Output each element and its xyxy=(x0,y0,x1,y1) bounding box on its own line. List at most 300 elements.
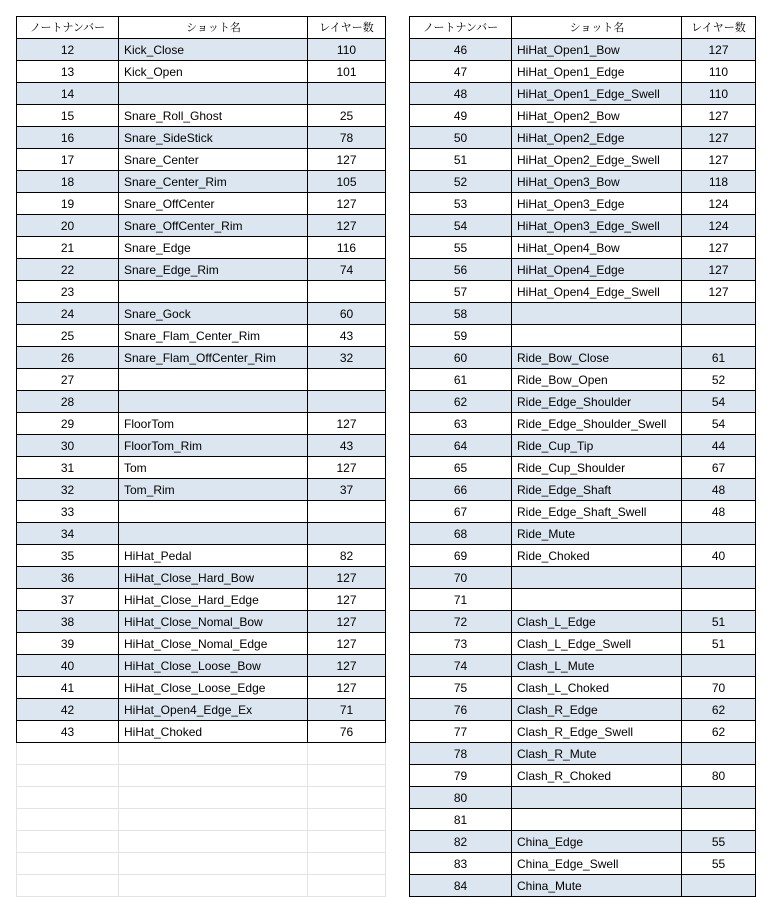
shot-name-cell: Clash_L_Edge xyxy=(512,611,682,633)
table-row xyxy=(17,567,386,589)
note-number-cell: 34 xyxy=(17,523,119,545)
note-number-cell: 50 xyxy=(410,127,512,149)
table-row xyxy=(410,633,756,655)
note-number-cell: 72 xyxy=(410,611,512,633)
note-number-cell: 35 xyxy=(17,545,119,567)
note-number-cell: 80 xyxy=(410,787,512,809)
layer-count-cell: 54 xyxy=(682,413,756,435)
note-number-cell: 39 xyxy=(17,633,119,655)
layer-count-cell: 52 xyxy=(682,369,756,391)
shot-name-cell: Snare_SideStick xyxy=(119,127,308,149)
table-row xyxy=(17,325,386,347)
layer-count-cell: 124 xyxy=(682,215,756,237)
empty-grid-row xyxy=(17,765,386,787)
empty-grid-cell xyxy=(308,875,386,897)
table-row xyxy=(410,435,756,457)
header-shot-name: ショット名 xyxy=(119,17,308,39)
table-row xyxy=(410,589,756,611)
note-number-cell: 60 xyxy=(410,347,512,369)
layer-count-cell xyxy=(308,281,386,303)
note-number-cell: 75 xyxy=(410,677,512,699)
shot-name-cell: China_Mute xyxy=(512,875,682,897)
table-row xyxy=(410,61,756,83)
table-row xyxy=(17,633,386,655)
layer-count-cell: 127 xyxy=(308,589,386,611)
shot-name-cell: Snare_Edge xyxy=(119,237,308,259)
layer-count-cell xyxy=(682,743,756,765)
table-row xyxy=(17,413,386,435)
empty-grid-cell xyxy=(119,853,308,875)
shot-name-cell xyxy=(119,83,308,105)
layer-count-cell: 67 xyxy=(682,457,756,479)
table-row xyxy=(410,83,756,105)
note-number-cell: 31 xyxy=(17,457,119,479)
shot-name-cell: Snare_Center_Rim xyxy=(119,171,308,193)
layer-count-cell: 127 xyxy=(308,413,386,435)
empty-grid-cell xyxy=(308,831,386,853)
shot-name-cell: Snare_OffCenter_Rim xyxy=(119,215,308,237)
note-number-cell: 40 xyxy=(17,655,119,677)
table-row xyxy=(410,787,756,809)
left-table-body xyxy=(17,17,386,897)
shot-name-cell xyxy=(119,523,308,545)
note-number-cell: 74 xyxy=(410,655,512,677)
table-row xyxy=(17,501,386,523)
note-number-cell: 81 xyxy=(410,809,512,831)
table-row xyxy=(410,171,756,193)
note-number-cell: 82 xyxy=(410,831,512,853)
layer-count-cell: 127 xyxy=(308,215,386,237)
layer-count-cell: 110 xyxy=(682,61,756,83)
layer-count-cell: 82 xyxy=(308,545,386,567)
note-number-cell: 17 xyxy=(17,149,119,171)
empty-grid-cell xyxy=(119,743,308,765)
shot-name-cell: HiHat_Close_Hard_Edge xyxy=(119,589,308,611)
table-row xyxy=(410,831,756,853)
table-row xyxy=(410,127,756,149)
layer-count-cell: 74 xyxy=(308,259,386,281)
table-row xyxy=(17,105,386,127)
table-row xyxy=(410,743,756,765)
note-number-cell: 68 xyxy=(410,523,512,545)
table-row xyxy=(410,611,756,633)
note-number-cell: 83 xyxy=(410,853,512,875)
table-row xyxy=(410,369,756,391)
layer-count-cell: 76 xyxy=(308,721,386,743)
note-number-cell: 64 xyxy=(410,435,512,457)
shot-name-cell: Snare_Flam_OffCenter_Rim xyxy=(119,347,308,369)
shot-name-cell: Clash_R_Edge_Swell xyxy=(512,721,682,743)
right-table-body xyxy=(410,17,756,897)
table-row xyxy=(410,215,756,237)
shot-name-cell: HiHat_Open3_Edge_Swell xyxy=(512,215,682,237)
empty-grid-row xyxy=(17,853,386,875)
note-number-cell: 41 xyxy=(17,677,119,699)
empty-grid-cell xyxy=(308,853,386,875)
shot-name-cell xyxy=(119,369,308,391)
layer-count-cell: 118 xyxy=(682,171,756,193)
note-number-cell: 13 xyxy=(17,61,119,83)
shot-name-cell: HiHat_Close_Nomal_Edge xyxy=(119,633,308,655)
table-row xyxy=(17,127,386,149)
empty-grid-cell xyxy=(308,787,386,809)
note-number-cell: 29 xyxy=(17,413,119,435)
note-number-cell: 56 xyxy=(410,259,512,281)
empty-grid-cell xyxy=(119,831,308,853)
shot-name-cell: Ride_Edge_Shoulder_Swell xyxy=(512,413,682,435)
layer-count-cell: 127 xyxy=(682,39,756,61)
shot-name-cell: HiHat_Open2_Edge xyxy=(512,127,682,149)
shot-name-cell: Clash_R_Choked xyxy=(512,765,682,787)
note-number-cell: 79 xyxy=(410,765,512,787)
shot-name-cell: HiHat_Close_Hard_Bow xyxy=(119,567,308,589)
shot-name-cell: Snare_Roll_Ghost xyxy=(119,105,308,127)
table-row xyxy=(17,61,386,83)
table-row xyxy=(17,303,386,325)
table-row xyxy=(410,875,756,897)
shot-name-cell: HiHat_Open3_Edge xyxy=(512,193,682,215)
note-number-cell: 62 xyxy=(410,391,512,413)
table-row xyxy=(17,457,386,479)
note-number-cell: 37 xyxy=(17,589,119,611)
note-number-cell: 76 xyxy=(410,699,512,721)
shot-name-cell: Kick_Close xyxy=(119,39,308,61)
layer-count-cell: 55 xyxy=(682,831,756,853)
note-number-cell: 20 xyxy=(17,215,119,237)
table-row xyxy=(17,545,386,567)
shot-name-cell: Snare_Gock xyxy=(119,303,308,325)
note-number-cell: 16 xyxy=(17,127,119,149)
table-row xyxy=(17,171,386,193)
layer-count-cell: 71 xyxy=(308,699,386,721)
layer-count-cell: 127 xyxy=(682,281,756,303)
layer-count-cell: 78 xyxy=(308,127,386,149)
empty-grid-cell xyxy=(17,809,119,831)
note-number-cell: 70 xyxy=(410,567,512,589)
shot-name-cell: Ride_Edge_Shaft xyxy=(512,479,682,501)
empty-grid-row xyxy=(17,831,386,853)
note-number-cell: 66 xyxy=(410,479,512,501)
layer-count-cell: 62 xyxy=(682,721,756,743)
layer-count-cell: 127 xyxy=(308,633,386,655)
note-number-cell: 49 xyxy=(410,105,512,127)
shot-name-cell: HiHat_Close_Loose_Bow xyxy=(119,655,308,677)
table-header-row xyxy=(17,17,386,39)
layer-count-cell: 48 xyxy=(682,479,756,501)
empty-grid-cell xyxy=(308,809,386,831)
layer-count-cell: 127 xyxy=(308,193,386,215)
layer-count-cell xyxy=(682,567,756,589)
empty-grid-cell xyxy=(119,787,308,809)
layer-count-cell: 48 xyxy=(682,501,756,523)
shot-name-cell xyxy=(119,391,308,413)
note-number-cell: 27 xyxy=(17,369,119,391)
shot-name-cell: HiHat_Open4_Edge xyxy=(512,259,682,281)
shot-name-cell: Ride_Bow_Open xyxy=(512,369,682,391)
empty-grid-row xyxy=(17,787,386,809)
table-row xyxy=(410,501,756,523)
layer-count-cell xyxy=(308,369,386,391)
table-row xyxy=(410,853,756,875)
note-number-cell: 63 xyxy=(410,413,512,435)
empty-grid-cell xyxy=(308,765,386,787)
table-row xyxy=(410,765,756,787)
table-row xyxy=(410,39,756,61)
note-number-cell: 77 xyxy=(410,721,512,743)
layer-count-cell: 127 xyxy=(682,127,756,149)
shot-name-cell: FloorTom xyxy=(119,413,308,435)
note-number-cell: 48 xyxy=(410,83,512,105)
table-row xyxy=(410,105,756,127)
note-number-cell: 78 xyxy=(410,743,512,765)
note-number-cell: 51 xyxy=(410,149,512,171)
note-number-cell: 55 xyxy=(410,237,512,259)
layer-count-cell xyxy=(682,325,756,347)
table-row xyxy=(410,413,756,435)
shot-name-cell xyxy=(512,787,682,809)
layer-count-cell: 43 xyxy=(308,435,386,457)
table-row xyxy=(17,193,386,215)
note-number-cell: 22 xyxy=(17,259,119,281)
shot-name-cell: Ride_Choked xyxy=(512,545,682,567)
header-shot-name: ショット名 xyxy=(512,17,682,39)
note-number-cell: 59 xyxy=(410,325,512,347)
shot-name-cell xyxy=(512,809,682,831)
layer-count-cell: 124 xyxy=(682,193,756,215)
layer-count-cell xyxy=(308,83,386,105)
shot-name-cell: FloorTom_Rim xyxy=(119,435,308,457)
table-row xyxy=(410,281,756,303)
empty-grid-cell xyxy=(17,743,119,765)
layer-count-cell xyxy=(308,391,386,413)
layer-count-cell: 101 xyxy=(308,61,386,83)
layer-count-cell: 54 xyxy=(682,391,756,413)
note-number-cell: 46 xyxy=(410,39,512,61)
shot-name-cell: HiHat_Open1_Edge_Swell xyxy=(512,83,682,105)
shot-name-cell: Ride_Edge_Shoulder xyxy=(512,391,682,413)
note-number-cell: 33 xyxy=(17,501,119,523)
shot-name-cell: Ride_Cup_Shoulder xyxy=(512,457,682,479)
table-row xyxy=(17,589,386,611)
note-number-cell: 57 xyxy=(410,281,512,303)
table-row xyxy=(17,259,386,281)
layer-count-cell: 37 xyxy=(308,479,386,501)
layer-count-cell: 51 xyxy=(682,633,756,655)
shot-name-cell: Clash_R_Mute xyxy=(512,743,682,765)
note-number-cell: 47 xyxy=(410,61,512,83)
note-number-cell: 42 xyxy=(17,699,119,721)
layer-count-cell: 61 xyxy=(682,347,756,369)
shot-name-cell: Ride_Cup_Tip xyxy=(512,435,682,457)
shot-name-cell: Snare_Flam_Center_Rim xyxy=(119,325,308,347)
table-row xyxy=(17,391,386,413)
layer-count-cell: 127 xyxy=(308,567,386,589)
note-number-cell: 25 xyxy=(17,325,119,347)
layer-count-cell: 70 xyxy=(682,677,756,699)
layer-count-cell: 60 xyxy=(308,303,386,325)
shot-name-cell xyxy=(512,567,682,589)
left-shot-table xyxy=(16,16,386,897)
table-row xyxy=(17,39,386,61)
shot-name-cell: Snare_OffCenter xyxy=(119,193,308,215)
note-number-cell: 54 xyxy=(410,215,512,237)
layer-count-cell: 127 xyxy=(308,655,386,677)
shot-name-cell xyxy=(512,303,682,325)
note-number-cell: 58 xyxy=(410,303,512,325)
shot-name-cell: HiHat_Open1_Edge xyxy=(512,61,682,83)
table-row xyxy=(410,237,756,259)
layer-count-cell: 105 xyxy=(308,171,386,193)
layer-count-cell xyxy=(682,809,756,831)
table-row xyxy=(410,567,756,589)
empty-grid-cell xyxy=(17,853,119,875)
header-note-number: ノートナンバー xyxy=(410,17,512,39)
note-number-cell: 69 xyxy=(410,545,512,567)
shot-name-cell: China_Edge xyxy=(512,831,682,853)
shot-name-cell: HiHat_Open4_Bow xyxy=(512,237,682,259)
table-row xyxy=(410,655,756,677)
shot-name-cell: HiHat_Open1_Bow xyxy=(512,39,682,61)
shot-name-cell xyxy=(512,589,682,611)
note-number-cell: 52 xyxy=(410,171,512,193)
layer-count-cell xyxy=(682,875,756,897)
layer-count-cell xyxy=(682,303,756,325)
layer-count-cell: 44 xyxy=(682,435,756,457)
layer-count-cell: 80 xyxy=(682,765,756,787)
layer-count-cell: 110 xyxy=(682,83,756,105)
table-row xyxy=(17,347,386,369)
note-number-cell: 15 xyxy=(17,105,119,127)
table-row xyxy=(410,259,756,281)
layer-count-cell: 127 xyxy=(682,105,756,127)
table-row xyxy=(410,391,756,413)
shot-name-cell xyxy=(512,325,682,347)
note-number-cell: 26 xyxy=(17,347,119,369)
shot-name-cell: Ride_Mute xyxy=(512,523,682,545)
shot-name-cell: Clash_L_Choked xyxy=(512,677,682,699)
layer-count-cell: 127 xyxy=(308,149,386,171)
shot-name-cell: Snare_Edge_Rim xyxy=(119,259,308,281)
note-number-cell: 71 xyxy=(410,589,512,611)
layer-count-cell: 40 xyxy=(682,545,756,567)
table-row xyxy=(17,699,386,721)
table-row xyxy=(410,479,756,501)
note-number-cell: 21 xyxy=(17,237,119,259)
table-row xyxy=(17,655,386,677)
note-number-cell: 24 xyxy=(17,303,119,325)
layer-count-cell: 127 xyxy=(682,237,756,259)
note-number-cell: 23 xyxy=(17,281,119,303)
layer-count-cell xyxy=(682,787,756,809)
shot-name-cell: Clash_L_Mute xyxy=(512,655,682,677)
table-header-row xyxy=(410,17,756,39)
layer-count-cell: 127 xyxy=(308,457,386,479)
table-row xyxy=(410,809,756,831)
table-row xyxy=(17,237,386,259)
table-row xyxy=(410,193,756,215)
layer-count-cell xyxy=(682,655,756,677)
layer-count-cell: 127 xyxy=(308,677,386,699)
header-layer-count: レイヤー数 xyxy=(308,17,386,39)
empty-grid-cell xyxy=(17,831,119,853)
layer-count-cell: 116 xyxy=(308,237,386,259)
shot-name-cell: Clash_R_Edge xyxy=(512,699,682,721)
note-number-cell: 36 xyxy=(17,567,119,589)
layer-count-cell: 51 xyxy=(682,611,756,633)
empty-grid-cell xyxy=(17,787,119,809)
shot-name-cell: Ride_Edge_Shaft_Swell xyxy=(512,501,682,523)
header-layer-count: レイヤー数 xyxy=(682,17,756,39)
shot-name-cell: HiHat_Close_Loose_Edge xyxy=(119,677,308,699)
table-row xyxy=(410,699,756,721)
note-number-cell: 18 xyxy=(17,171,119,193)
layer-count-cell: 43 xyxy=(308,325,386,347)
table-row xyxy=(17,677,386,699)
empty-grid-cell xyxy=(17,875,119,897)
table-row xyxy=(17,611,386,633)
shot-name-cell: HiHat_Open4_Edge_Ex xyxy=(119,699,308,721)
shot-name-cell: Tom xyxy=(119,457,308,479)
note-number-cell: 43 xyxy=(17,721,119,743)
note-number-cell: 38 xyxy=(17,611,119,633)
layer-count-cell xyxy=(682,523,756,545)
table-row xyxy=(410,721,756,743)
layer-count-cell: 62 xyxy=(682,699,756,721)
table-row xyxy=(17,149,386,171)
shot-name-cell: Tom_Rim xyxy=(119,479,308,501)
shot-name-cell: Kick_Open xyxy=(119,61,308,83)
note-number-cell: 30 xyxy=(17,435,119,457)
empty-grid-row xyxy=(17,743,386,765)
empty-grid-cell xyxy=(119,809,308,831)
table-row xyxy=(410,325,756,347)
note-number-cell: 19 xyxy=(17,193,119,215)
shot-name-cell: China_Edge_Swell xyxy=(512,853,682,875)
table-row xyxy=(17,215,386,237)
table-row xyxy=(410,347,756,369)
note-number-cell: 28 xyxy=(17,391,119,413)
shot-name-cell: HiHat_Pedal xyxy=(119,545,308,567)
shot-name-cell: HiHat_Open2_Bow xyxy=(512,105,682,127)
empty-grid-cell xyxy=(119,765,308,787)
layer-count-cell xyxy=(682,589,756,611)
empty-grid-cell xyxy=(308,743,386,765)
table-row xyxy=(17,523,386,545)
shot-name-cell: HiHat_Choked xyxy=(119,721,308,743)
shot-name-cell: Clash_L_Edge_Swell xyxy=(512,633,682,655)
shot-name-cell xyxy=(119,501,308,523)
empty-grid-row xyxy=(17,875,386,897)
shot-name-cell: HiHat_Open3_Bow xyxy=(512,171,682,193)
note-number-cell: 32 xyxy=(17,479,119,501)
table-row xyxy=(410,523,756,545)
table-row xyxy=(410,545,756,567)
shot-name-cell: Ride_Bow_Close xyxy=(512,347,682,369)
note-number-cell: 12 xyxy=(17,39,119,61)
layer-count-cell: 110 xyxy=(308,39,386,61)
empty-grid-row xyxy=(17,809,386,831)
note-number-cell: 73 xyxy=(410,633,512,655)
table-row xyxy=(17,479,386,501)
table-row xyxy=(17,435,386,457)
note-number-cell: 61 xyxy=(410,369,512,391)
layer-count-cell: 55 xyxy=(682,853,756,875)
note-number-cell: 14 xyxy=(17,83,119,105)
shot-name-cell xyxy=(119,281,308,303)
table-row xyxy=(410,149,756,171)
empty-grid-cell xyxy=(17,765,119,787)
layer-count-cell: 127 xyxy=(682,149,756,171)
